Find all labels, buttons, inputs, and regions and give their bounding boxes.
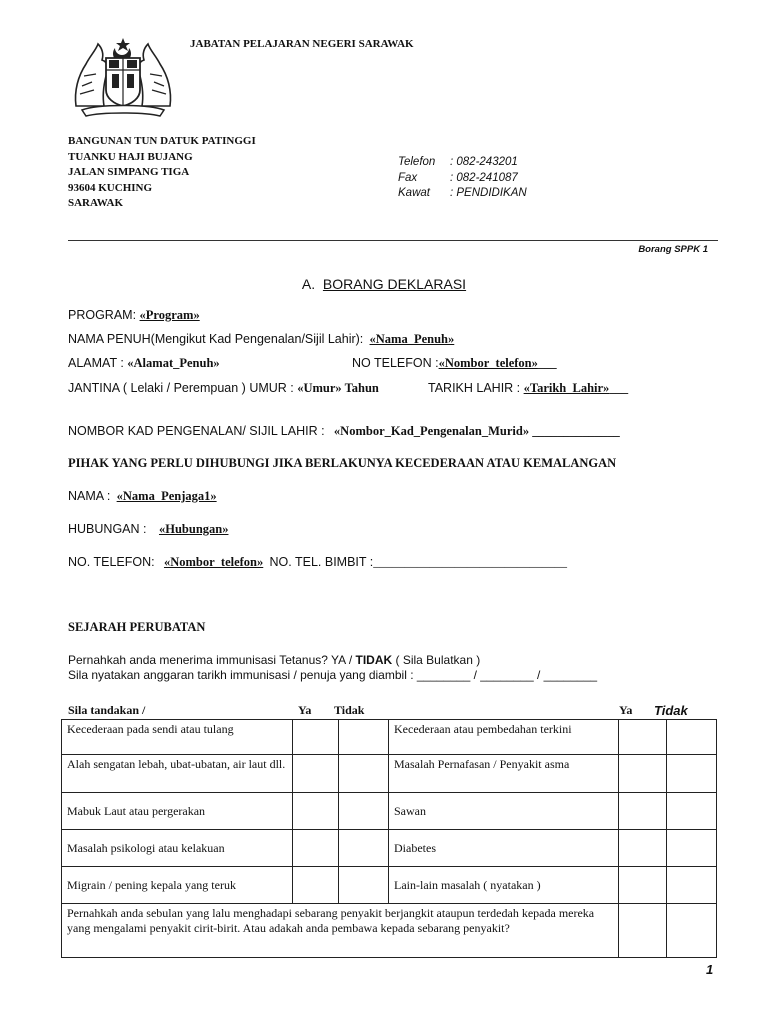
tidak-checkbox[interactable] bbox=[667, 720, 717, 755]
fullname-line: NAMA PENUH(Mengikut Kad Pengenalan/Sijil Lahir): «Nama_Penuh» bbox=[68, 332, 455, 346]
heading-prefix: A. bbox=[301, 276, 316, 292]
ic-field[interactable]: «Nombor_Kad_Pengenalan_Murid» bbox=[333, 424, 530, 438]
dob-field[interactable]: «Tarikh_Lahir» bbox=[523, 381, 610, 395]
ya-checkbox[interactable] bbox=[619, 755, 667, 793]
address-line: 93604 KUCHING bbox=[68, 181, 153, 194]
condition-cell: Diabetes bbox=[389, 830, 619, 867]
ya-checkbox[interactable] bbox=[619, 720, 667, 755]
tidak-checkbox[interactable] bbox=[667, 755, 717, 793]
condition-cell: Kecederaan pada sendi atau tulang bbox=[62, 720, 293, 755]
tetanus-date-line[interactable]: Sila nyatakan anggaran tarikh immunisasi / penuja yang diambil : ________ / ________ / ________ bbox=[68, 668, 598, 682]
page-number: 1 bbox=[706, 962, 714, 977]
address-field[interactable]: «Alamat_Penuh» bbox=[127, 356, 220, 370]
tidak-checkbox[interactable] bbox=[667, 830, 717, 867]
col-tidak-1: Tidak bbox=[334, 703, 365, 717]
contact-telegram: Kawat : PENDIDIKAN bbox=[398, 187, 527, 199]
infectious-disease-question: Pernahkah anda sebulan yang lalu menghadapi sebarang penyakit berjangkit ataupun terdedah kepada mereka yang mengalami penyakit cirit-birit. Atau adakah anda pembawa kepada sebarang penyakit? bbox=[62, 904, 619, 958]
tidak-checkbox[interactable] bbox=[667, 867, 717, 904]
medical-heading: SEJARAH PERUBATAN bbox=[68, 620, 206, 634]
fullname-field[interactable]: «Nama_Penuh» bbox=[369, 332, 455, 346]
condition-cell: Masalah Pernafasan / Penyakit asma bbox=[389, 755, 619, 793]
phone-field[interactable]: «Nombor_telefon» bbox=[438, 356, 538, 370]
medical-table bbox=[61, 719, 717, 958]
table-row bbox=[62, 830, 717, 867]
dob-line: TARIKH LAHIR : «Tarikh_Lahir»___ bbox=[428, 381, 629, 395]
address-line: SARAWAK bbox=[68, 197, 124, 209]
guardian-phone-line: NO. TELEFON: «Nombor_telefon» NO. TEL. BIMBIT :_______________________________ bbox=[68, 555, 567, 569]
ya-checkbox[interactable] bbox=[293, 720, 339, 755]
condition-cell: Kecederaan atau pembedahan terkini bbox=[389, 720, 619, 755]
form-code: Borang SPPK 1 bbox=[638, 244, 708, 255]
ya-checkbox[interactable] bbox=[619, 830, 667, 867]
tidak-checkbox[interactable] bbox=[667, 904, 717, 958]
address-line: JALAN SIMPANG TIGA bbox=[68, 166, 190, 178]
table-header-labels bbox=[68, 703, 720, 720]
condition-cell: Mabuk Laut atau pergerakan bbox=[62, 793, 293, 830]
ic-line: NOMBOR KAD PENGENALAN/ SIJIL LAHIR : «Nombor_Kad_Pengenalan_Murid» ______________ bbox=[68, 424, 620, 438]
header-divider bbox=[68, 240, 718, 241]
table-row bbox=[62, 755, 717, 793]
address-line-field: ALAMAT : «Alamat_Penuh» bbox=[68, 356, 220, 370]
guardian-name-field[interactable]: «Nama_Penjaga1» bbox=[116, 489, 217, 503]
agency-name: JABATAN PELAJARAN NEGERI SARAWAK bbox=[190, 38, 414, 50]
address-line: BANGUNAN TUN DATUK PATINGGI bbox=[68, 135, 256, 147]
program-field[interactable]: «Program» bbox=[139, 308, 200, 322]
gender-age-line: JANTINA ( Lelaki / Perempuan ) UMUR : «Umur» Tahun bbox=[68, 381, 379, 395]
guardian-phone-field[interactable]: «Nombor_telefon» bbox=[163, 555, 264, 569]
relation-line: HUBUNGAN : «Hubungan» bbox=[68, 522, 229, 536]
mark-instruction: Sila tandakan / bbox=[68, 703, 146, 717]
tidak-option[interactable]: TIDAK bbox=[355, 653, 393, 667]
tidak-checkbox[interactable] bbox=[339, 720, 389, 755]
condition-cell: Alah sengatan lebah, ubat-ubatan, air laut dll. bbox=[62, 755, 293, 793]
guardian-name-line: NAMA : «Nama_Penjaga1» bbox=[68, 489, 217, 503]
ya-checkbox[interactable] bbox=[293, 793, 339, 830]
mobile-field[interactable]: _______________________________ bbox=[373, 555, 567, 569]
ya-checkbox[interactable] bbox=[619, 867, 667, 904]
address-line: TUANKU HAJI BUJANG bbox=[68, 150, 193, 163]
address-block bbox=[68, 134, 256, 212]
condition-cell: Migrain / pening kepala yang teruk bbox=[62, 867, 293, 904]
phone-line: NO TELEFON :«Nombor_telefon»___ bbox=[352, 356, 557, 370]
relation-field[interactable]: «Hubungan» bbox=[158, 522, 229, 536]
tidak-checkbox[interactable] bbox=[339, 793, 389, 830]
tidak-checkbox[interactable] bbox=[667, 793, 717, 830]
col-ya-2: Ya bbox=[619, 703, 633, 717]
tetanus-block bbox=[68, 653, 597, 683]
program-line: PROGRAM: «Program» bbox=[68, 308, 200, 322]
tetanus-question: Pernahkah anda menerima immunisasi Tetanus? YA / TIDAK ( Sila Bulatkan ) bbox=[68, 653, 481, 667]
ya-checkbox[interactable] bbox=[619, 904, 667, 958]
contact-phone: Telefon : 082-243201 bbox=[398, 156, 518, 168]
tidak-checkbox[interactable] bbox=[339, 830, 389, 867]
table-row bbox=[62, 867, 717, 904]
col-ya-1: Ya bbox=[298, 703, 312, 717]
form-heading bbox=[0, 276, 768, 292]
ya-checkbox[interactable] bbox=[293, 867, 339, 904]
condition-cell: Sawan bbox=[389, 793, 619, 830]
tidak-checkbox[interactable] bbox=[339, 867, 389, 904]
col-tidak-2: Tidak bbox=[654, 703, 688, 718]
contact-block bbox=[398, 155, 527, 202]
tidak-checkbox[interactable] bbox=[339, 755, 389, 793]
table-row bbox=[62, 720, 717, 755]
age-field[interactable]: «Umur» Tahun bbox=[297, 381, 379, 395]
condition-cell: Masalah psikologi atau kelakuan bbox=[62, 830, 293, 867]
contact-fax: Fax : 082-241087 bbox=[398, 171, 518, 184]
heading-title: BORANG DEKLARASI bbox=[322, 276, 467, 292]
ya-checkbox[interactable] bbox=[619, 793, 667, 830]
coat-of-arms-icon bbox=[68, 36, 178, 120]
ya-checkbox[interactable] bbox=[293, 755, 339, 793]
ya-checkbox[interactable] bbox=[293, 830, 339, 867]
table-row bbox=[62, 904, 717, 958]
table-row bbox=[62, 793, 717, 830]
emergency-heading: PIHAK YANG PERLU DIHUBUNGI JIKA BERLAKUNYA KECEDERAAN ATAU KEMALANGAN bbox=[68, 456, 617, 470]
condition-cell: Lain-lain masalah ( nyatakan ) bbox=[389, 867, 619, 904]
